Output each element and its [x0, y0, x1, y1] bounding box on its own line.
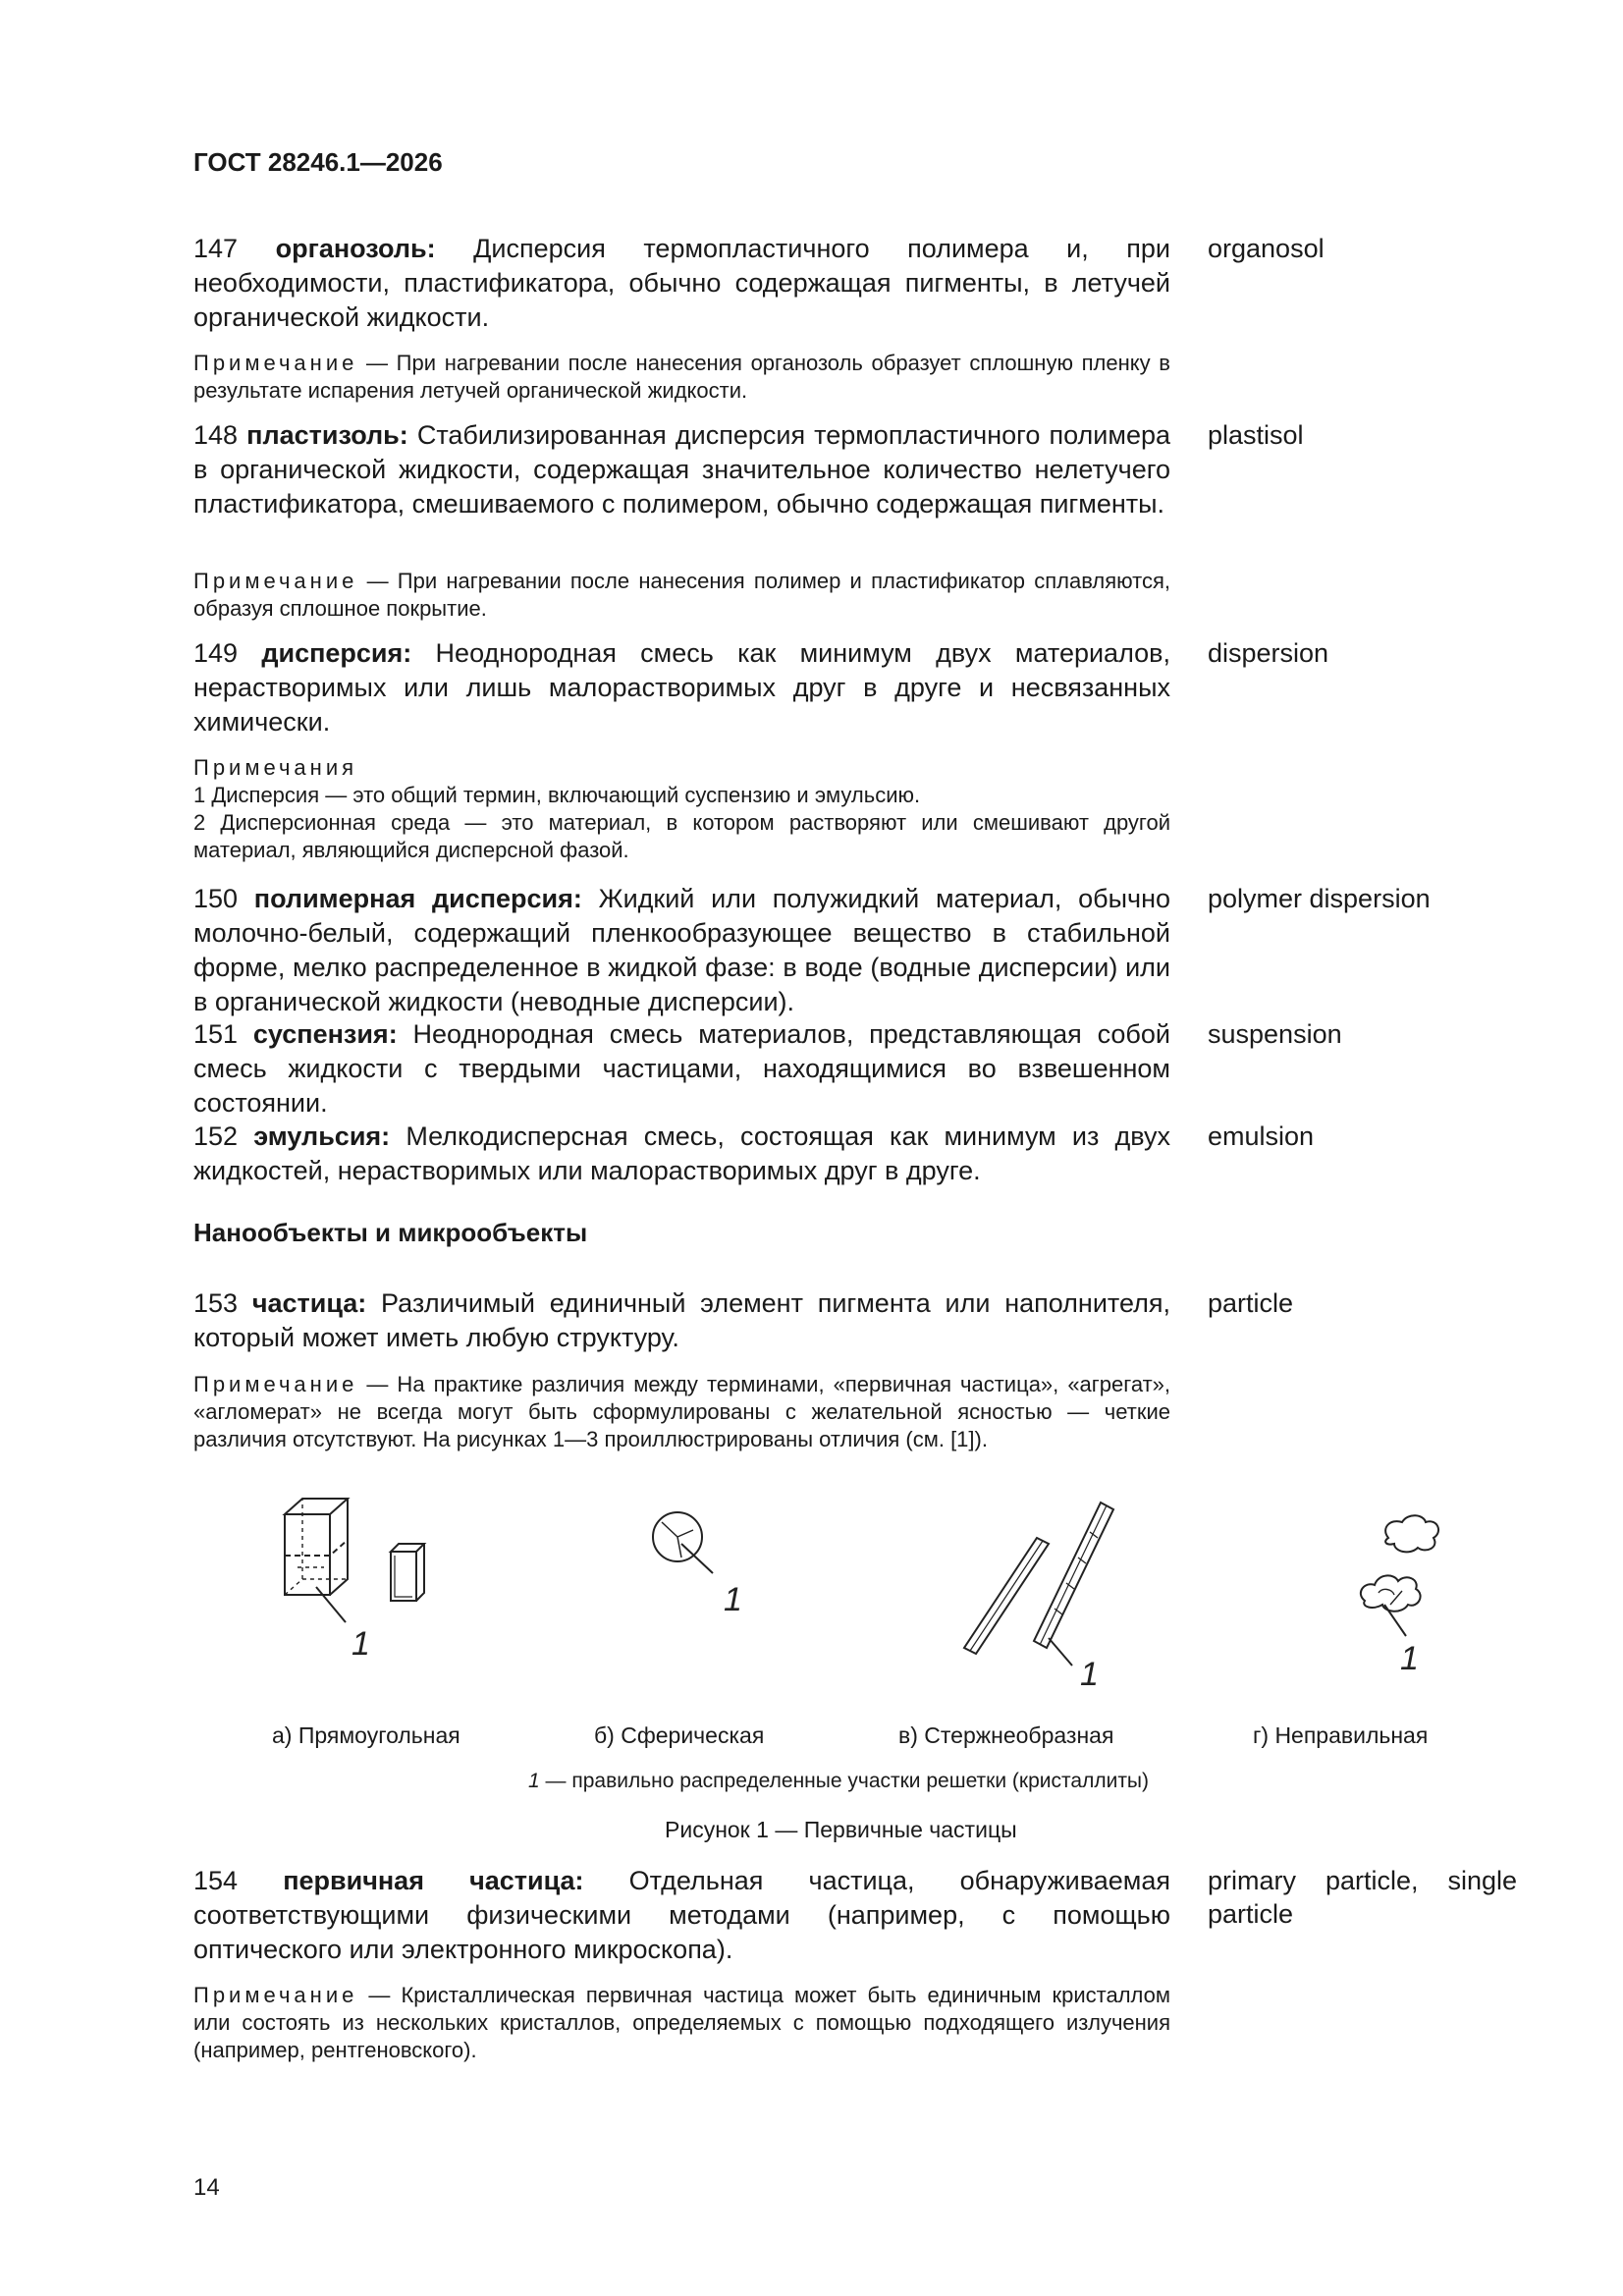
- term-153-en: particle: [1208, 1288, 1294, 1318]
- section-title: Нанообъекты и микрообъекты: [193, 1218, 588, 1247]
- term-150: 150 полимерная дисперсия: Жидкий или полужидкий материал, обычно молочно-белый, содержащий пленкообразующее вещество в стабильной форме, мелко распределенное в жидкой фазе: в воде (водные дисперсии) или в органической жидкости (неводные дисперсии).: [193, 884, 1170, 1016]
- term-154-en-line1: primary particle, single: [1208, 1866, 1517, 1895]
- spherical-particle-drawing: [653, 1512, 713, 1573]
- term-148-en: plastisol: [1208, 420, 1304, 450]
- figure-label-c: 1: [1080, 1656, 1099, 1689]
- document-header: ГОСТ 28246.1—2026: [193, 147, 443, 177]
- caption-irregular: г) Неправильная: [1253, 1722, 1429, 1748]
- term-147: 147 органозоль: Дисперсия термопластичного полимера и, при необходимости, пластификатора, обычно содержащая пигменты, в летучей органической жидкости.: [193, 234, 1170, 332]
- term-147-en: organosol: [1208, 234, 1325, 263]
- figure-label-a: 1: [352, 1625, 370, 1663]
- term-151-en: suspension: [1208, 1019, 1342, 1049]
- term-154-en-line2: particle: [1208, 1899, 1294, 1929]
- caption-rectangular: а) Прямоугольная: [272, 1722, 460, 1748]
- term-153: 153 частица: Различимый единичный элемент пигмента или наполнителя, который может иметь любую структуру.: [193, 1288, 1170, 1352]
- page-number: 14: [193, 2174, 220, 2201]
- term-154: 154 первичная частица: Отдельная частица, обнаруживаемая соответствующими физическими методами (например, с помощью оптического или электронного микроскопа).: [193, 1866, 1170, 1964]
- figure-legend: 1 — правильно распределенные участки решетки (кристаллиты): [528, 1770, 1150, 1792]
- caption-spherical: б) Сферическая: [594, 1722, 765, 1748]
- term-151: 151 суспензия: Неоднородная смесь материалов, представляющая собой смесь жидкости с твердыми частицами, находящимися во взвешенном состоянии.: [193, 1019, 1170, 1118]
- figure-label-b: 1: [724, 1581, 742, 1618]
- note-154: Примечание — Кристаллическая первичная частица может быть единичным кристаллом или состоять из нескольких кристаллов, определяемых с помощью подходящего излучения (например, рентгеновского).: [193, 1983, 1170, 2062]
- term-150-en: polymer dispersion: [1208, 884, 1431, 913]
- figure-title: Рисунок 1 — Первичные частицы: [665, 1817, 1017, 1842]
- term-149: 149 дисперсия: Неоднородная смесь как минимум двух материалов, нерастворимых или лишь малорастворимых друг в друге и несвязанных химически.: [193, 638, 1170, 737]
- term-148: 148 пластизоль: Стабилизированная дисперсия термопластичного полимера в органической жидкости, содержащая значительное количество нелетучего пластификатора, смешиваемого с полимером, обычно содержащая пигменты.: [193, 420, 1170, 519]
- term-152-en: emulsion: [1208, 1121, 1315, 1151]
- note-148: Примечание — При нагревании после нанесения полимер и пластификатор сплавляются, образуя сплошное покрытие.: [193, 569, 1170, 621]
- note-153: Примечание — На практике различия между терминами, «первичная частица», «агрегат», «агломерат» не всегда могут быть сформулированы с желательной ясностью — четкие различия отсутствуют. На рисунках 1—3 проиллюстрированы отличия (см. [1]).: [193, 1372, 1170, 1451]
- rod-particle-drawing: [964, 1503, 1113, 1666]
- caption-rod: в) Стержнеобразная: [898, 1722, 1114, 1748]
- note-149: Примечания 1 Дисперсия — это общий термин, включающий суспензию и эмульсию. 2 Дисперсионная среда — это материал, в котором растворяют или смешивают другой материал, являющийся дисперсной фазой.: [193, 755, 1170, 862]
- irregular-particle-drawing: [1361, 1515, 1438, 1636]
- note-147: Примечание — При нагревании после нанесения органозоль образует сплошную пленку в результате испарения летучей органической жидкости.: [193, 351, 1170, 403]
- term-152: 152 эмульсия: Мелкодисперсная смесь, состоящая как минимум из двух жидкостей, нерастворимых или малорастворимых друг в друге.: [193, 1121, 1170, 1185]
- rectangular-particle-drawing: [285, 1499, 424, 1622]
- term-149-en: dispersion: [1208, 638, 1329, 668]
- figure-1-drawings: [0, 1493, 1623, 1689]
- figure-label-d: 1: [1400, 1640, 1419, 1677]
